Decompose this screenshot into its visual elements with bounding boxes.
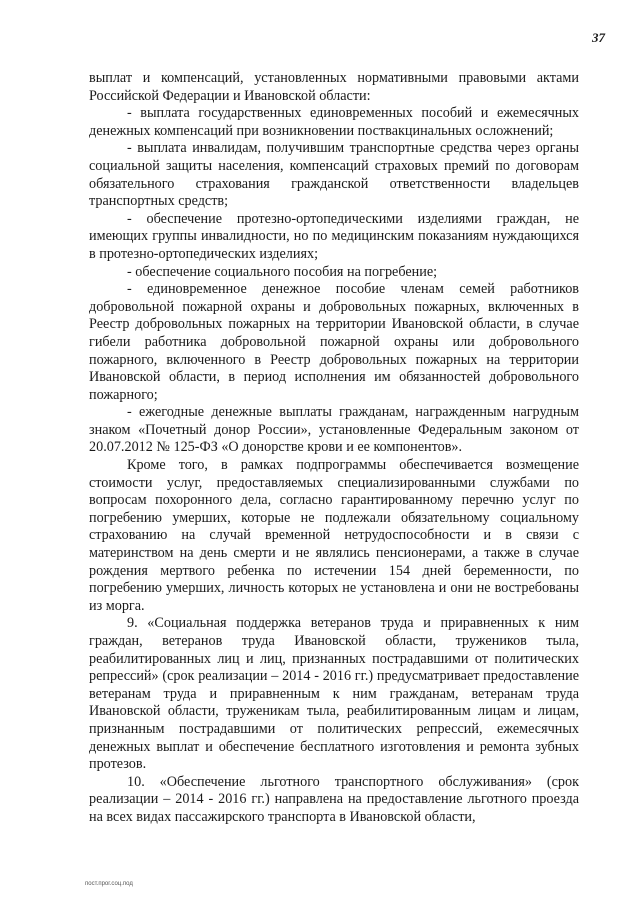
paragraph: Кроме того, в рамках подпрограммы обеспечивается возмещение стоимости услуг, предоставляемых специализированными службами по вопросам похоронного дела, согласно гарантированному перечню услуг по погребению умерших, которые не подлежали обязательному социальному страхованию на случай временной нетрудоспособности и в связи с материнством на день смерти и не являлись пенсионерами, а также в случае рождения мертвого ребенка по истечении 154 дней беременности, по погребению умерших, личность которых не установлена и они не востребованы из морга. bbox=[89, 457, 579, 614]
paragraph: - выплата инвалидам, получившим транспортные средства через органы социальной защиты населения, компенсаций страховых премий по договорам обязательного страхования гражданской ответственности владельцев транспортных средств; bbox=[89, 140, 579, 210]
paragraph: - единовременное денежное пособие членам семей работников добровольной пожарной охраны и добровольных пожарных, включенных в Реестр добровольных пожарных на территории Ивановской области, в случае гибели работника добровольной пожарной охраны или добровольного пожарного, включенного в Реестр добровольных пожарных на территории Ивановской области, в период исполнения им обязанностей добровольного пожарного; bbox=[89, 281, 579, 403]
paragraph: - ежегодные денежные выплаты гражданам, награжденным нагрудным знаком «Почетный донор России», установленные Федеральным законом от 20.07.2012 № 125-ФЗ «О донорстве крови и ее компонентов». bbox=[89, 404, 579, 456]
paragraph: - обеспечение социального пособия на погребение; bbox=[127, 263, 438, 280]
paragraph: выплат и компенсаций, установленных нормативными правовыми актами Российской Федерации и Ивановской области: bbox=[89, 70, 579, 104]
paragraph: - обеспечение протезно-ортопедическими изделиями граждан, не имеющих группы инвалидности, но по медицинским показаниям нуждающихся в протезно-ортопедических изделиях; bbox=[89, 210, 579, 262]
paragraph: 9. «Социальная поддержка ветеранов труда и приравненных к ним граждан, ветеранов труда Ивановской области, тружеников тыла, реабилитированных лиц и лиц, признанных пострадавшими от политических репрессий» (срок реализации – 2014 - 2016 гг.) предусматривает предоставление ветеранам труда и приравненным к ним гражданам, ветеранам труда Ивановской области, труженикам тыла, реабилитированным лицам и лицам, признанным пострадавшими от политических репрессий, ежемесячных денежных выплат и обеспечение бесплатного изготовления и ремонта зубных протезов. bbox=[89, 615, 579, 773]
paragraph: - выплата государственных единовременных пособий и ежемесячных денежных компенсаций при возникновении поствакцинальных осложнений; bbox=[89, 105, 579, 139]
page-number: 37 bbox=[592, 30, 605, 45]
document-body bbox=[89, 70, 579, 827]
paragraph: 10. «Обеспечение льготного транспортного обслуживания» (срок реализации – 2014 - 2016 гг.) направлена на предоставление льготного проезда на всех видах пассажирского транспорта в Ивановской области, bbox=[89, 773, 579, 825]
footer-filename: пост.прог.соц.под bbox=[85, 881, 133, 887]
